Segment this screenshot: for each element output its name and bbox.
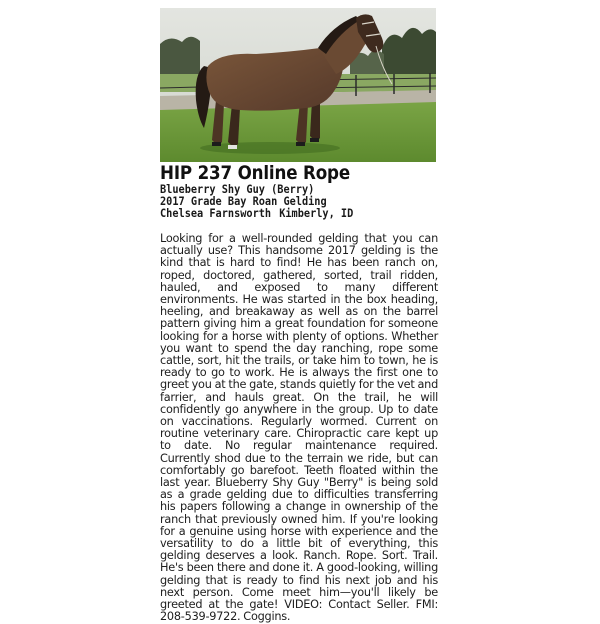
seller-location: Kimberly, ID	[279, 206, 354, 220]
horse-name: Blueberry Shy Guy (Berry)	[160, 182, 315, 196]
listing-heading: HIP 237 Online Rope	[160, 162, 350, 184]
seller-line	[160, 207, 410, 219]
horse-description: Looking for a well-rounded gelding that you can actually use? This handsome 2017 gelding is the kind that is hard to find! He has been ranch on, roped, doctored, gathered, sorted, trail ridden, hauled, and exposed to many different environments. He was started in the box heading, heeling, and breakaway as well as on the barrel pattern giving him a great foundation for someone looking for a horse with plenty of options. Whether you want to spend the day ranching, rope some cattle, sort, hit the trails, or take him to town, he is ready to go to work. He is always the first one to greet you at the gate, stands quietly for the vet and farrier, and hauls great. On the trail, he will confidently go anywhere in the group. Up to date on vaccinations. Regularly wormed. Current on routine veterinary care. Chiropractic care kept up to date. No regular maintenance required. Currently shod due to the terrain we ride, but can comfortably go barefoot. Teeth floated within the last year. Blueberry Shy Guy "Berry" is being sold as a grade gelding due to difficulties transferring his papers following a change in ownership of the ranch that previously owned him. If you're looking for a genuine using horse with experience and the versatility to do a little bit of everything, this gelding deserves a look. Ranch. Rope. Sort. Trail. He's been there and done it. A good-looking, willing gelding that is ready to find his next job and his next person. Come meet him—you'll likely be greeted at the gate! VIDEO: Contact Seller. FMI: 208-539-9722. Coggins.	[160, 232, 438, 624]
horse-photo	[160, 8, 436, 162]
horse-year-breed: 2017 Grade Bay Roan Gelding	[160, 194, 327, 208]
horse-photo-illustration	[160, 8, 436, 162]
sale-listing	[160, 8, 438, 624]
listing-info	[160, 183, 410, 219]
seller-name: Chelsea Farnsworth	[160, 206, 272, 220]
